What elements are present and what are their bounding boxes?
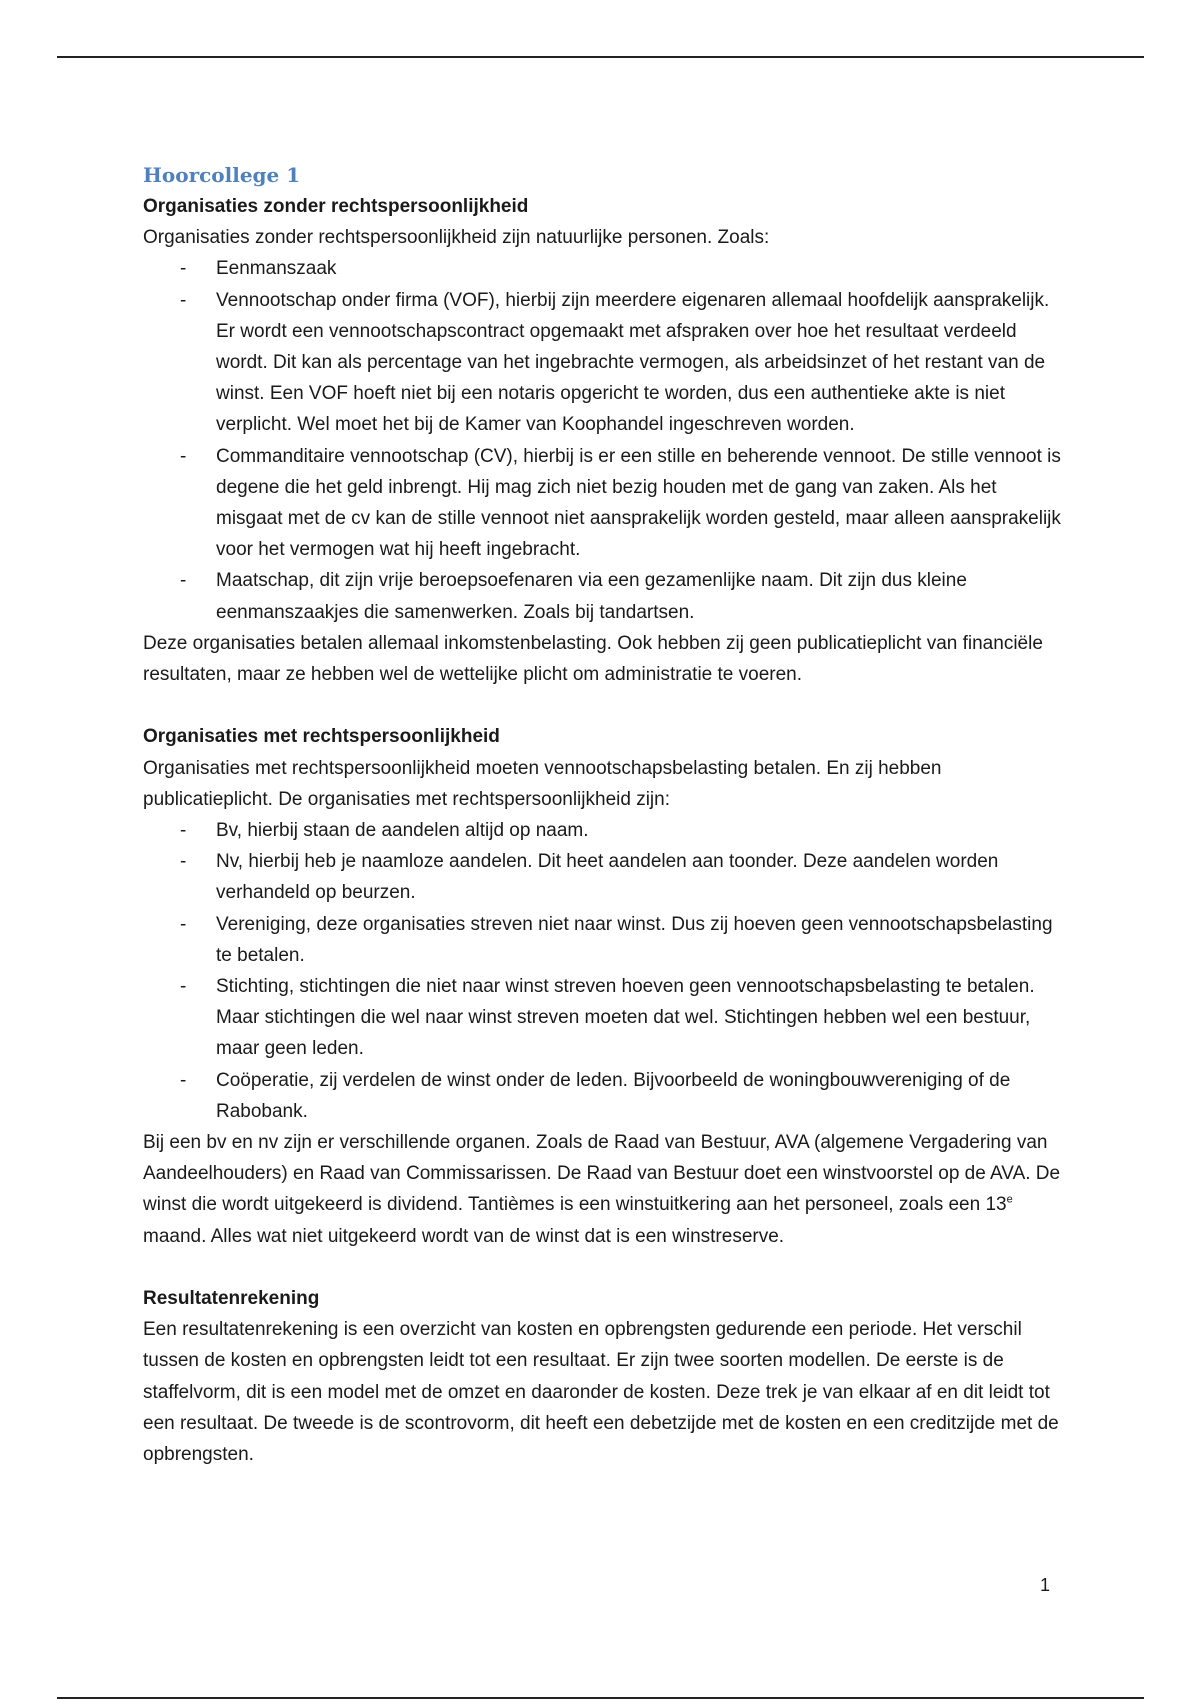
footer-rule [57, 1697, 1144, 1699]
list-item: - Eenmanszaak [143, 253, 1063, 284]
section-title-met: Organisaties met rechtspersoonlijkheid [143, 726, 500, 748]
header-rule [57, 56, 1144, 58]
section-title-zonder: Organisaties zonder rechtspersoonlijkheid [143, 196, 529, 217]
bullet-list-met [143, 815, 1063, 1127]
paragraph-intro-zonder: Organisaties zonder rechtspersoonlijkheid zijn natuurlijke personen. Zoals: [143, 227, 770, 249]
page-number: 1 [1040, 1575, 1051, 1595]
section-title-resultatenrekening: Resultatenrekening [143, 1288, 320, 1310]
list-item: - Nv, hierbij heb je naamloze aandelen. Dit heet aandelen aan toonder. Deze aandelen worden verhandeld op beurzen. [143, 846, 1063, 908]
paragraph-resultatenrekening: Een resultatenrekening is een overzicht van kosten en opbrengsten gedurende een periode. Het verschil tussen de kosten en opbrengsten leidt tot een resultaat. Er zijn twee soorten modellen. De eerste is de staffelvorm, dit is een model met de omzet en daaronder de kosten. Deze trek je van elkaar af en dit leidt tot een resultaat. De tweede is de scontrovorm, dit heeft een debetzijde met de kosten en een creditzijde met de opbrengsten. [143, 1319, 1059, 1466]
paragraph-outro-zonder: Deze organisaties betalen allemaal inkomstenbelasting. Ook hebben zij geen publicatieplicht van financiële resultaten, maar ze hebben wel de wettelijke plicht om administratie te voeren. [143, 632, 1043, 686]
page-title: Hoorcollege 1 [143, 163, 301, 187]
bullet-list-zonder [143, 253, 1063, 627]
paragraph-intro-met: Organisaties met rechtspersoonlijkheid moeten vennootschapsbelasting betalen. En zij hebben publicatieplicht. De organisaties met rechtspersoonlijkheid zijn: [143, 757, 942, 810]
list-item: - Stichting, stichtingen die niet naar winst streven hoeven geen vennootschapsbelasting te betalen. Maar stichtingen die wel naar winst streven moeten dat wel. Stichtingen hebben wel een bestuur, maar geen leden. [143, 971, 1063, 1065]
list-item: - Vennootschap onder firma (VOF), hierbij zijn meerdere eigenaren allemaal hoofdelijk aansprakelijk. Er wordt een vennootschapscontract opgemaakt met afspraken over hoe het resultaat verdeeld wordt. Dit kan als percentage van het ingebrachte vermogen, als arbeidsinzet of het restant van de winst. Een VOF hoeft niet bij een notaris opgericht te worden, dus een authentieke akte is niet verplicht. Wel moet het bij de Kamer van Koophandel ingeschreven worden. [143, 285, 1063, 441]
paragraph-outro-met: Bij een bv en nv zijn er verschillende organen. Zoals de Raad van Bestuur, AVA (algemene Vergadering van Aandeelhouders) en Raad van Commissarissen. De Raad van Bestuur doet een winstvoorstel op de AVA. De winst die wordt uitgekeerd is dividend. Tantièmes is een winstuitkering aan het personeel, zoals een 13e maand. Alles wat niet uitgekeerd wordt van de winst dat is een winstreserve. [143, 1132, 1061, 1247]
list-item: - Vereniging, deze organisaties streven niet naar winst. Dus zij hoeven geen vennootschapsbelasting te betalen. [143, 909, 1063, 971]
list-item: - Coöperatie, zij verdelen de winst onder de leden. Bijvoorbeeld de woningbouwvereniging of de Rabobank. [143, 1065, 1063, 1127]
document-body [143, 160, 1063, 1470]
list-item: - Bv, hierbij staan de aandelen altijd op naam. [143, 815, 1063, 846]
list-item: - Commanditaire vennootschap (CV), hierbij is er een stille en beherende vennoot. De stille vennoot is degene die het geld inbrengt. Hij mag zich niet bezig houden met de gang van zaken. Als het misgaat met de cv kan de stille vennoot niet aansprakelijk worden gesteld, maar alleen aansprakelijk voor het vermogen wat hij heeft ingebracht. [143, 441, 1063, 566]
list-item: - Maatschap, dit zijn vrije beroepsoefenaren via een gezamenlijke naam. Dit zijn dus kleine eenmanszaakjes die samenwerken. Zoals bij tandartsen. [143, 565, 1063, 627]
